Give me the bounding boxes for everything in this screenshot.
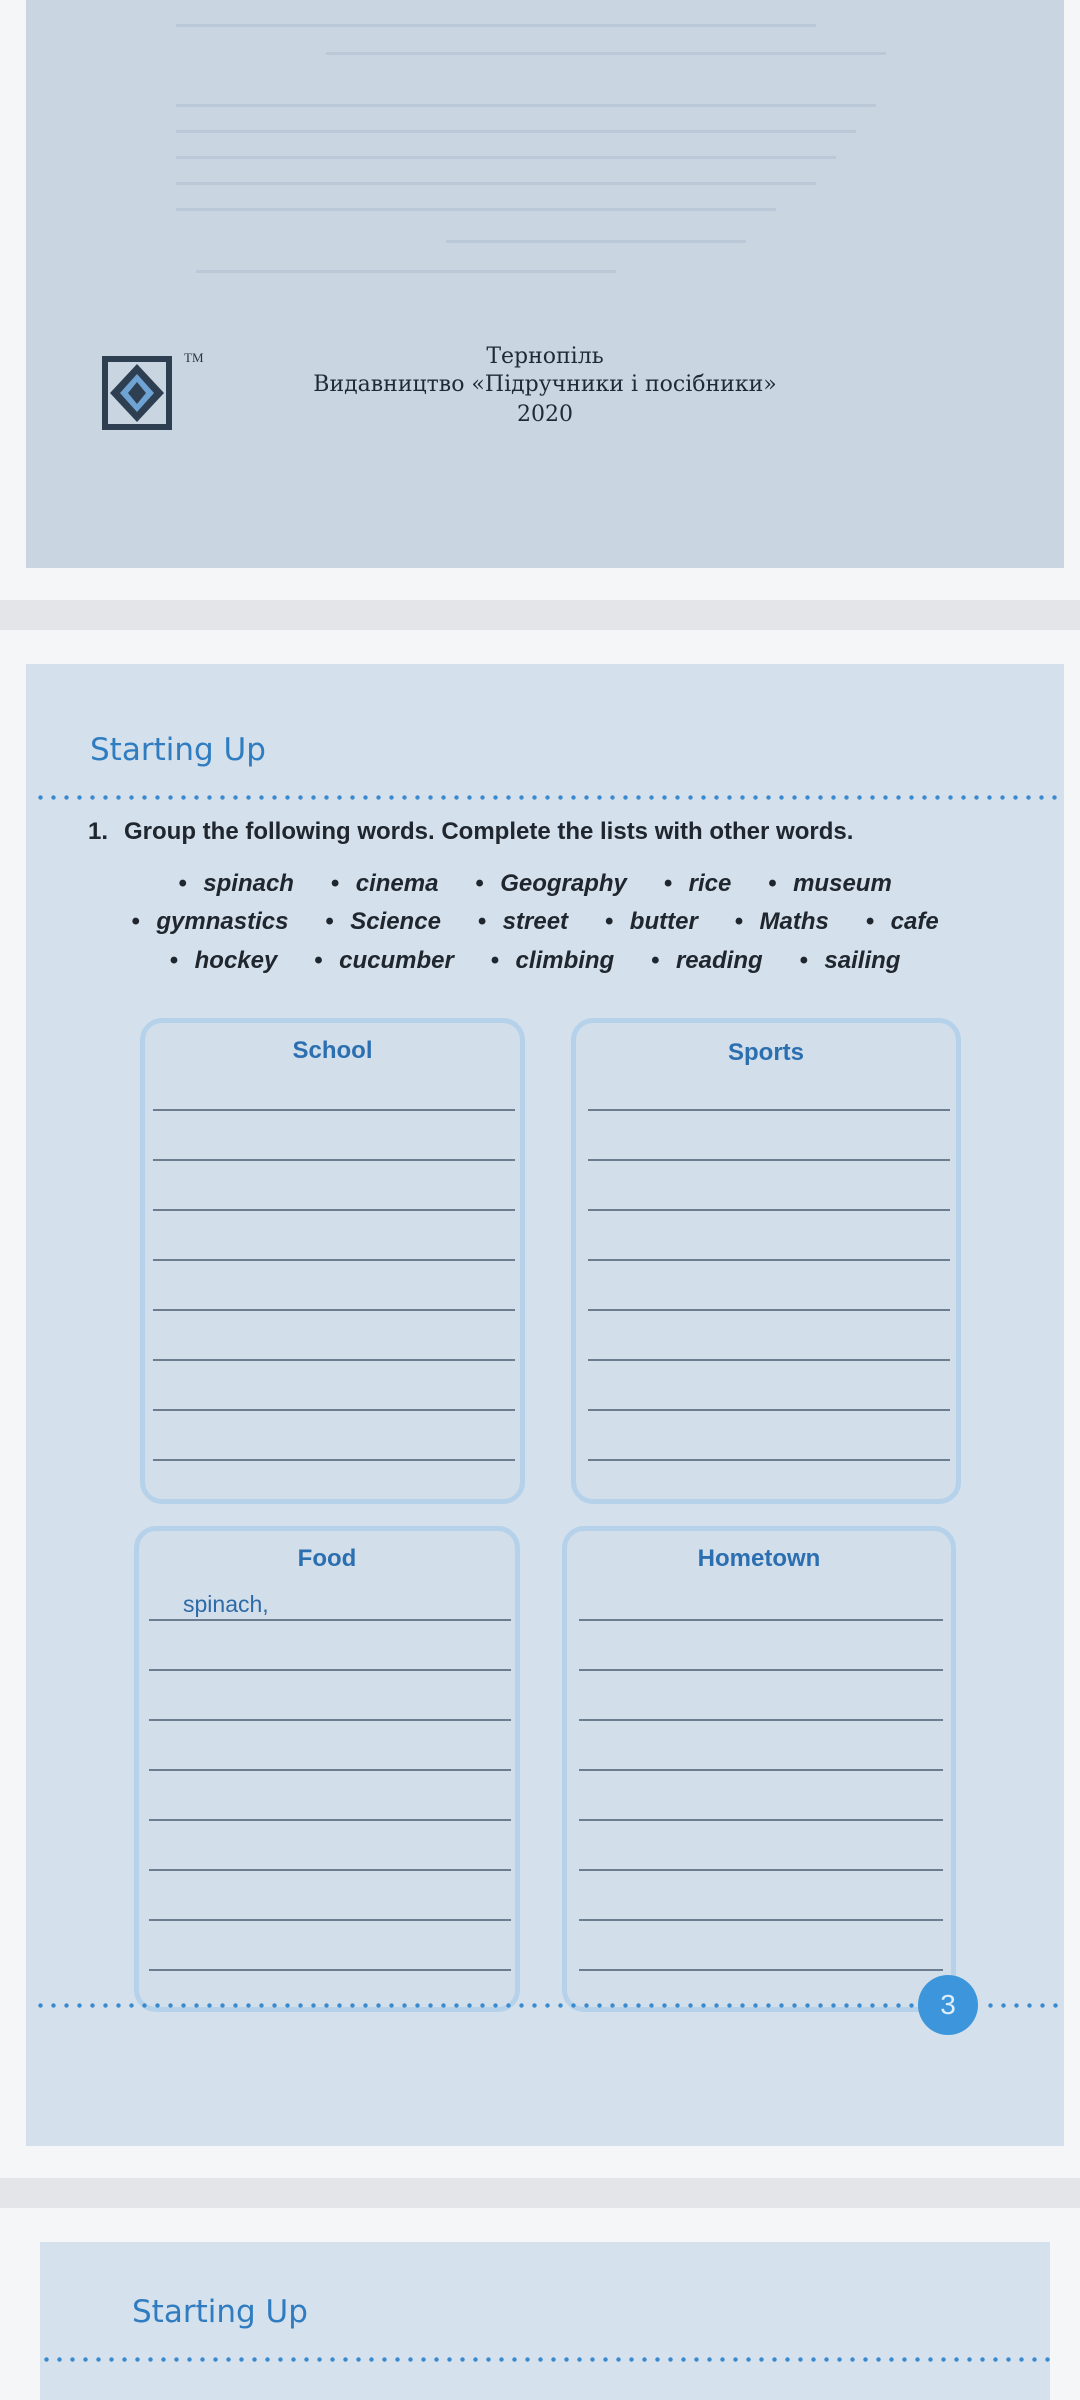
answer-line[interactable]: [153, 1259, 515, 1261]
answer-line[interactable]: [588, 1259, 950, 1261]
answer-line[interactable]: [149, 1969, 511, 1971]
trademark-mark: TM: [184, 350, 204, 365]
answer-line[interactable]: [153, 1309, 515, 1311]
word-item: • street: [477, 908, 569, 935]
word-item: • cinema: [330, 870, 439, 897]
answer-line[interactable]: [149, 1719, 511, 1721]
answer-line[interactable]: [153, 1409, 515, 1411]
publisher-city: Тернопіль: [486, 344, 604, 369]
answer-line[interactable]: [588, 1209, 950, 1211]
food-box: [134, 1526, 520, 2012]
page-gap: [0, 600, 1080, 630]
dotted-rule: [40, 2357, 1050, 2362]
answer-line[interactable]: [579, 1719, 943, 1721]
exercise-text: Group the following words. Complete the lists with other words.: [124, 818, 854, 845]
dotted-rule: [34, 795, 1060, 800]
page-gap: [0, 2178, 1080, 2208]
answer-line[interactable]: [579, 1619, 943, 1621]
handwritten-entry[interactable]: spinach,: [183, 1591, 269, 1617]
answer-line[interactable]: [579, 1919, 943, 1921]
box-title-food: Food: [297, 1545, 357, 1572]
word-item: • Maths: [734, 908, 829, 935]
answer-line[interactable]: [153, 1209, 515, 1211]
box-title-hometown: Hometown: [697, 1545, 821, 1572]
next-section-title: Starting Up: [132, 2294, 308, 2330]
word-item: • cafe: [865, 908, 939, 935]
bleed-through-line: [176, 104, 876, 107]
answer-line[interactable]: [579, 1819, 943, 1821]
word-item: • hockey: [169, 947, 278, 974]
bleed-through-line: [176, 130, 856, 133]
answer-line[interactable]: [149, 1769, 511, 1771]
word-item: • gymnastics: [131, 908, 289, 935]
answer-line[interactable]: [149, 1819, 511, 1821]
answer-line[interactable]: [588, 1409, 950, 1411]
section-title: Starting Up: [90, 732, 266, 768]
answer-line[interactable]: [579, 1969, 943, 1971]
imprint-page: [26, 0, 1064, 568]
answer-line[interactable]: [153, 1359, 515, 1361]
dotted-rule: [984, 2003, 1058, 2008]
answer-line[interactable]: [588, 1309, 950, 1311]
answer-line[interactable]: [153, 1159, 515, 1161]
bleed-through-line: [446, 240, 746, 243]
word-item: • rice: [663, 870, 732, 897]
box-title-school: School: [292, 1037, 373, 1064]
word-item: • spinach: [178, 870, 294, 897]
word-item: • cucumber: [314, 947, 454, 974]
word-row: [0, 870, 1080, 898]
bleed-through-line: [176, 208, 776, 211]
answer-line[interactable]: [579, 1769, 943, 1771]
answer-line[interactable]: [588, 1159, 950, 1161]
exercise-number: 1.: [88, 818, 109, 845]
answer-line[interactable]: [149, 1619, 511, 1621]
bleed-through-line: [176, 182, 816, 185]
answer-line[interactable]: [588, 1109, 950, 1111]
word-row: [0, 908, 1080, 936]
answer-line[interactable]: [579, 1869, 943, 1871]
hometown-box: [562, 1526, 956, 2012]
word-item: • butter: [604, 908, 698, 935]
word-item: • Science: [325, 908, 441, 935]
answer-line[interactable]: [588, 1459, 950, 1461]
sports-box: [571, 1018, 961, 1504]
publication-year: 2020: [517, 402, 573, 427]
word-item: • reading: [650, 947, 763, 974]
answer-line[interactable]: [149, 1669, 511, 1671]
bleed-through-line: [326, 52, 886, 55]
word-item: • sailing: [799, 947, 901, 974]
bleed-through-line: [196, 270, 616, 273]
bleed-through-line: [176, 156, 836, 159]
answer-line[interactable]: [588, 1359, 950, 1361]
answer-line[interactable]: [149, 1919, 511, 1921]
word-item: • Geography: [475, 870, 627, 897]
word-row: [0, 947, 1080, 975]
box-title-sports: Sports: [727, 1039, 804, 1066]
bleed-through-line: [176, 24, 816, 27]
word-item: • museum: [768, 870, 892, 897]
exercise-instruction: [88, 818, 853, 846]
answer-line[interactable]: [149, 1869, 511, 1871]
answer-line[interactable]: [153, 1109, 515, 1111]
word-item: • climbing: [490, 947, 615, 974]
answer-line[interactable]: [579, 1669, 943, 1671]
school-box: [140, 1018, 525, 1504]
dotted-rule: [34, 2003, 914, 2008]
page-number-badge: 3: [918, 1975, 978, 2035]
answer-line[interactable]: [153, 1459, 515, 1461]
publisher-name: Видавництво «Підручники і посібники»: [313, 372, 777, 397]
